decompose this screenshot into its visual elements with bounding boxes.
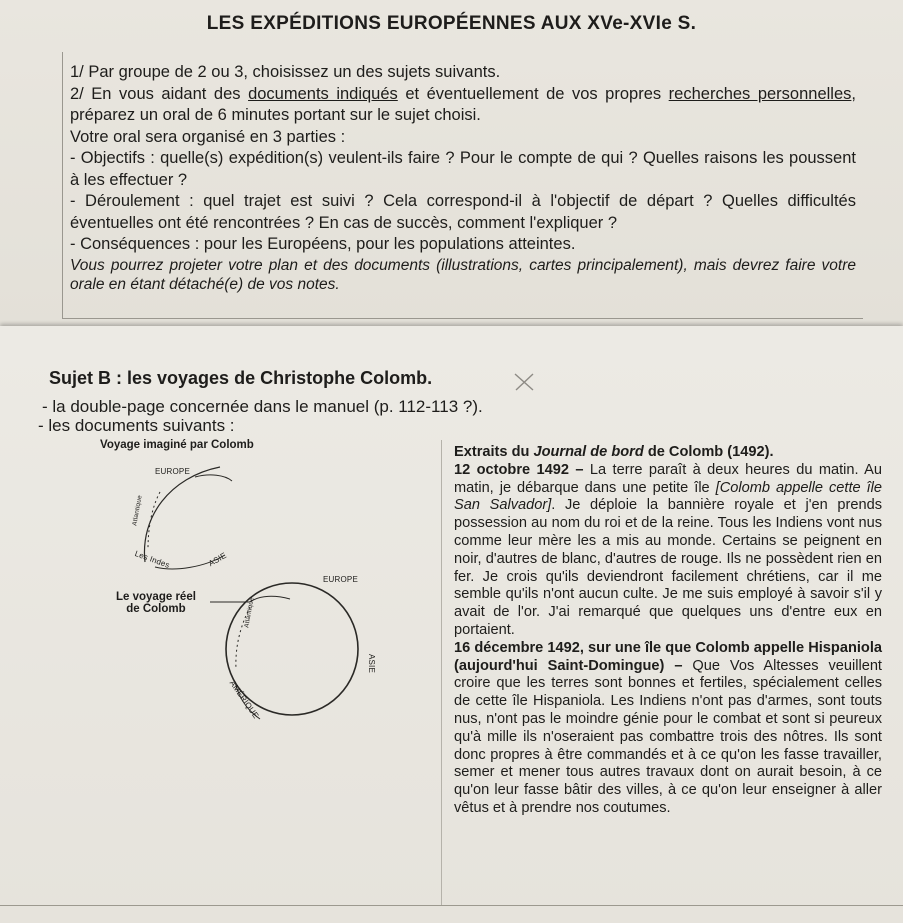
extract-entry-december: 16 décembre 1492, sur une île que Colomb appelle Hispaniola (aujourd'hui Saint-Domingue) – Que Vos Altesses veuillent croire que les terres sont bonnes et fertiles, spécialement celles de cette île Hispaniola. Les Indiens n'ont pas d'armes, sont touts nus, n'ont pas le moindre génie pour le combat et sont si peureux qu'à mille ils n'oseraient pas combattre trois des nôtres. Ils sont donc propres à être commandés et à ce qu'on les fasse travailler, semer et mener tous autres travaux dont on aurait besoin, à ce qu'on leur fasse bâtir des villes, à ce qu'on leur enseigner à aller vêtus et à prendre nos coutumes. <box>454 639 882 816</box>
instruction-consequences: - Conséquences : pour les Européens, pour les populations atteintes. <box>70 235 576 253</box>
instruction-2: 2/ En vous aidant des documents indiqués et éventuellement de vos propres recherches personnelles, préparez un oral de 6 minutes portant sur le sujet choisi. <box>70 84 856 124</box>
page-title: LES EXPÉDITIONS EUROPÉENNES AUX XVe-XVIe S. <box>206 13 697 34</box>
imagined-globe-arc <box>144 467 220 562</box>
subject-bullet-documents: - les documents suivants : <box>38 416 235 435</box>
imagined-europe-coast <box>195 475 232 481</box>
imagined-europe-label: EUROPE <box>155 467 190 476</box>
instruction-objectives: - Objectifs : quelle(s) expédition(s) veulent-ils faire ? Pour le compte de qui ? Quelles raisons les poussent à les effectuer ? <box>70 149 856 189</box>
subject-bullet-manual: - la double-page concernée dans le manuel (p. 112-113 ?). <box>42 397 483 416</box>
subject-heading: Sujet B : les voyages de Christophe Colomb. <box>49 368 433 388</box>
imagined-indies-label: Les Indes <box>133 549 171 570</box>
real-europe-coast <box>250 596 290 602</box>
imagined-atlantic-label: Atlantique <box>131 494 144 527</box>
page-bottom-edge <box>0 905 903 906</box>
instruction-3: Votre oral sera organisé en 3 parties : <box>70 127 346 146</box>
instruction-1: 1/ Par groupe de 2 ou 3, choisissez un des sujets suivants. <box>70 63 501 81</box>
real-europe-label: EUROPE <box>323 575 358 584</box>
colomb-maps <box>100 437 440 737</box>
imagined-voyage-title: Voyage imaginé par Colomb <box>100 439 254 451</box>
imagined-voyage-map <box>100 437 440 737</box>
imagined-asia-label: ASIE <box>207 550 229 569</box>
imagined-route <box>148 492 160 549</box>
extract-entry-october: 12 octobre 1492 – La terre paraît à deux heures du matin. Au matin, je débarque dans une petite île [Colomb appelle cette île San Salvador]. Je déploie la bannière royale et j'en prends possession au nom du roi et de la reine. Tous les Indiens vont nus comme leur mère les a mis au monde. Certains se peignent en noir, d'autres de blanc, d'autres de rouge. Ils ne possèdent rien en fer. Je crois qu'ils deviendront facilement chrétiens, car il me semble qu'ils n'ont aucun culte. Je me suis employé à savoir s'il y avait de l'or. J'ai remarqué que quelques uns d'entre eux en portaient. <box>454 461 883 638</box>
journal-extract <box>441 440 883 906</box>
instructions-sheet <box>0 0 903 330</box>
real-atlantic-label: Atlantique <box>243 596 256 629</box>
cross-mark-icon <box>512 370 536 394</box>
real-asia-label: ASIE <box>367 653 377 674</box>
instruction-note: Vous pourrez projeter votre plan et des documents (illustrations, cartes principalement), mais devrez faire votre orale en étant détaché(e) de vos notes. <box>70 256 856 293</box>
real-america-label: AMÉRIQUE <box>227 678 261 721</box>
instructions-block <box>70 62 856 295</box>
instruction-deroulement: - Déroulement : quel trajet est suivi ? Cela correspond-il à l'objectif de départ ? Quelles difficultés éventuelles ont été rencontrées ? En cas de succès, comment l'expliquer ? <box>70 192 856 232</box>
extract-heading: Extraits du Journal de bord de Colomb (1492). <box>454 444 774 460</box>
real-voyage-title: Le voyage réel de Colomb <box>116 591 196 615</box>
